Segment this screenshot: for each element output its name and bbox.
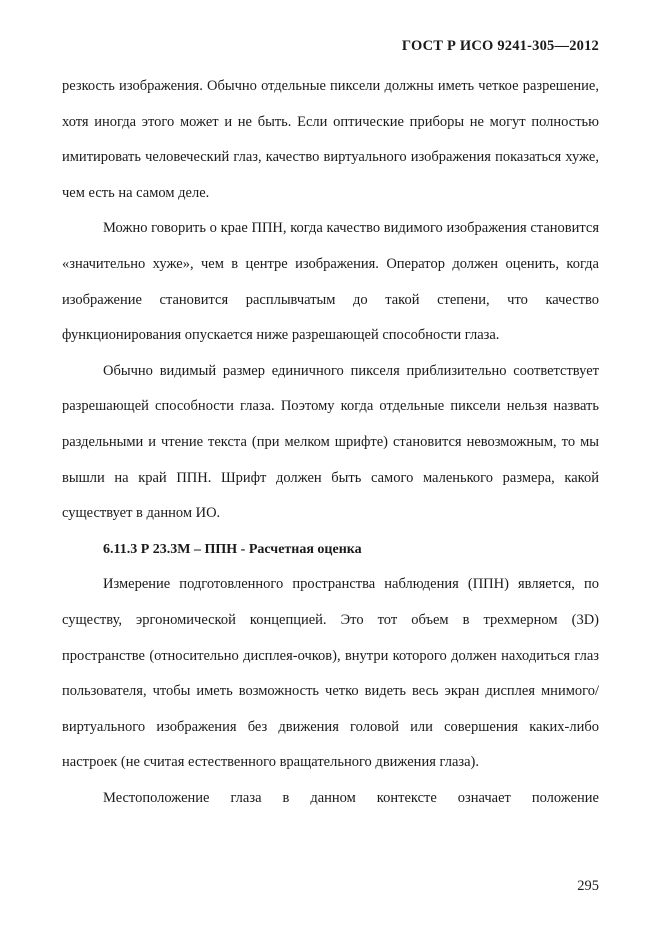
paragraph-eye-location: Местоположение глаза в данном контексте означает положение (103, 789, 599, 806)
paragraph-view-space-edge: Можно говорить о крае ППН, когда качество видимого изображения становится «значительно хуже», чем в центре изображения. Оператор должен оценить, когда изображение становится расплывчатым до такой степени, что качество функционирования опускается ниже разрешающей способности глаза. (62, 220, 599, 344)
paragraph-eyebox-measurement: Измерение подготовленного пространства наблюдения (ППН) является, по существу, эргономической концепцией. Это тот объем в трехмерном (3D) пространстве (относительно дисплея-очков), внутри которого должен находиться глаз пользователя, чтобы иметь возможность четко видеть весь экран дисплея мнимого/виртуального изображения без движения головой или совершения каких-либо настроек (не считая естественного вращательного движения глаза). (62, 576, 599, 771)
section-heading: 6.11.3 Р 23.3М – ППН - Расчетная оценка (103, 541, 362, 557)
paragraph-pixel-size: Обычно видимый размер единичного пикселя приблизительно соответствует разрешающей способности глаза. Поэтому когда отдельные пиксели нельзя назвать раздельными и чтение текста (при мелком шрифте) становится невозможным, то мы вышли на край ППН. Шрифт должен быть самого маленького размера, какой существует в данном ИО. (62, 362, 599, 522)
body-text (62, 69, 599, 816)
page-number: 295 (577, 878, 599, 894)
paragraph-continuation: резкость изображения. Обычно отдельные пиксели должны иметь четкое разрешение, хотя иногда этого может и не быть. Если оптические приборы не могут полностью имитировать человеческий глаз, качество виртуального изображения показаться хуже, чем есть на самом деле. (62, 78, 599, 201)
running-header: ГОСТ Р ИСО 9241-305—2012 (401, 38, 599, 54)
